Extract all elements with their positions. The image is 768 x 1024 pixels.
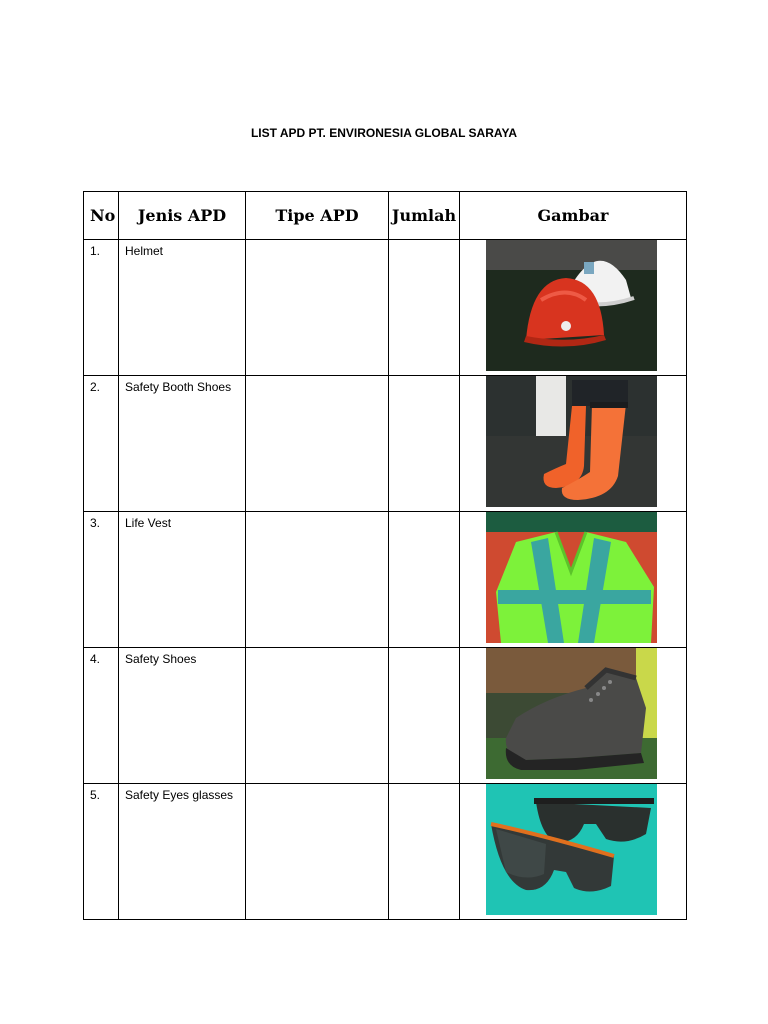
table-header-row <box>84 192 687 240</box>
safety-shoes-photo <box>486 648 657 779</box>
row-jenis: Helmet <box>119 240 246 376</box>
row-gambar <box>460 376 687 512</box>
table-row <box>84 784 687 920</box>
row-no: 1. <box>84 240 119 376</box>
document-title: LIST APD PT. ENVIRONESIA GLOBAL SARAYA <box>250 126 518 140</box>
safety-glasses-photo <box>486 784 657 915</box>
row-tipe <box>246 784 389 920</box>
helmet-photo <box>486 240 657 371</box>
row-jenis: Safety Eyes glasses <box>119 784 246 920</box>
row-no: 5. <box>84 784 119 920</box>
row-jumlah <box>389 784 460 920</box>
table-row <box>84 512 687 648</box>
row-gambar <box>460 512 687 648</box>
safety-vest-photo <box>486 512 657 643</box>
row-gambar <box>460 648 687 784</box>
rubber-boots-photo <box>486 376 657 507</box>
header-gambar: Gambar <box>460 192 687 240</box>
row-tipe <box>246 240 389 376</box>
row-jumlah <box>389 512 460 648</box>
header-jenis: Jenis APD <box>119 192 246 240</box>
row-jumlah <box>389 648 460 784</box>
table-row <box>84 376 687 512</box>
row-no: 2. <box>84 376 119 512</box>
row-gambar <box>460 240 687 376</box>
row-jenis: Life Vest <box>119 512 246 648</box>
row-jenis: Safety Shoes <box>119 648 246 784</box>
header-jumlah: Jumlah <box>389 192 460 240</box>
table-row <box>84 240 687 376</box>
row-tipe <box>246 648 389 784</box>
apd-table <box>83 191 687 920</box>
header-tipe: Tipe APD <box>246 192 389 240</box>
row-jumlah <box>389 376 460 512</box>
row-gambar <box>460 784 687 920</box>
row-tipe <box>246 512 389 648</box>
row-jenis: Safety Booth Shoes <box>119 376 246 512</box>
row-jumlah <box>389 240 460 376</box>
header-no: No <box>84 192 119 240</box>
row-no: 4. <box>84 648 119 784</box>
row-tipe <box>246 376 389 512</box>
row-no: 3. <box>84 512 119 648</box>
table-row <box>84 648 687 784</box>
